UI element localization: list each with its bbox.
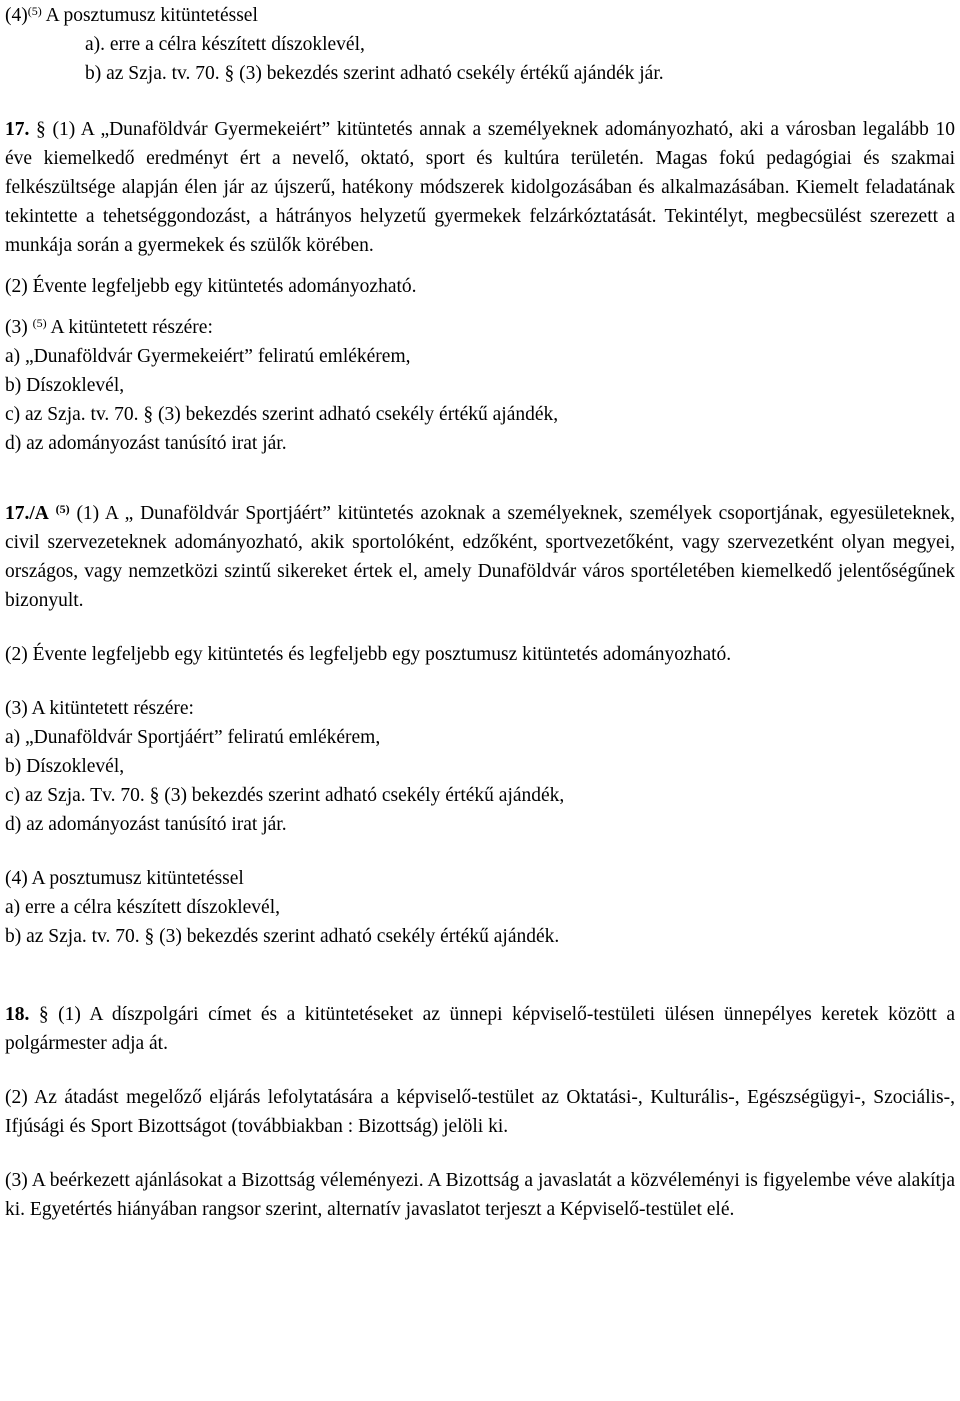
sec17a-p3-item-c: c) az Szja. Tv. 70. § (3) bekezdés szerint adható csekély értékű ajándék, (5, 785, 565, 806)
p3-label: (3) (5, 317, 28, 338)
sec17a-p3-item-d: d) az adományozást tanúsító irat jár. (5, 814, 287, 835)
footnote-ref: (5) (32, 316, 47, 330)
sec17a-p1 (5, 499, 955, 615)
p4-label: (4) (5, 5, 28, 26)
footnote-ref: (5) (55, 502, 70, 516)
section-number: 17. (5, 119, 30, 140)
section-17a (5, 499, 955, 951)
sec17a-p3-item-a: a) „Dunaföldvár Sportjáért” feliratú emlékérem, (5, 727, 381, 748)
sec17a-p4-heading: (4) A posztumusz kitüntetéssel (5, 868, 244, 889)
document-page (5, 0, 956, 1220)
sec17-p3-item-a: a) „Dunaföldvár Gyermekeiért” feliratú emlékérem, (5, 346, 411, 367)
block-a (5, 1, 955, 88)
sec17-p1-part2: Magas fokú pedagógiai és szakmai felkészültsége alapján élen jár az újszerű, hatékony módszerek kidolgozásában és alkalmazásában. Kiemelt feladatának tekintette a tehetséggondozást, a hátrányos helyzetű gyermekek felzárkóztatását. Tekintélyt, megbecsülést szerezett a munkája során a gyermekek és szülők körében. (5, 148, 956, 256)
sec17a-p1-text: (1) A „ Dunaföldvár Sportjáért” kitüntetés azoknak a személyeknek, személyek csoportjának, egyesületeknek, civil szervezeteknek adományozható, akik sportolóként, edzőként, sportvezetőként, vagy szervezetként olyan megyei, országos, vagy nemzetközi szintű sikereket értek el, amely Dunaföldvár város sportéletében kiemelkedő jelentőségűnek bizonyult. (5, 503, 956, 611)
sec18-p1-text: § (1) A díszpolgári címet és a kitüntetéseket az ünnepi képviselő-testületi ülésen ünnepélyes keretek között a polgármester adja át. (5, 1004, 956, 1054)
block-a-p4-heading (5, 1, 955, 30)
block-a-item-a: a). erre a célra készített díszoklevél, (85, 34, 365, 55)
section-number: 18. (5, 1004, 30, 1025)
section-18 (5, 1000, 955, 1224)
footnote-ref: (5) (27, 4, 42, 18)
sec17a-p4-item-a: a) erre a célra készített díszoklevél, (5, 897, 281, 918)
sec17a-p3-item-b: b) Díszoklevél, (5, 756, 125, 777)
p4-title: A posztumusz kitüntetéssel (45, 5, 258, 26)
sec18-p3: (3) A beérkezett ajánlásokat a Bizottság véleményezi. A Bizottság a javaslatát a közvéleményi is figyelembe véve alakítja ki. Egyetértés hiányában rangsor szerint, alternatív javaslatot terjeszt a Képviselő-testület elé. (5, 1170, 955, 1220)
sec17-p1 (5, 115, 955, 260)
sec17-p3-item-d: d) az adományozást tanúsító irat jár. (5, 433, 287, 454)
sec17a-p4-item-b: b) az Szja. tv. 70. § (3) bekezdés szerint adható csekély értékű ajándék. (5, 926, 560, 947)
sec17a-p3-heading: (3) A kitüntetett részére: (5, 698, 194, 719)
sec17a-p2: (2) Évente legfeljebb egy kitüntetés és legfeljebb egy posztumusz kitüntetés adományozható. (5, 644, 732, 665)
sec17-p3-item-c: c) az Szja. tv. 70. § (3) bekezdés szerint adható csekély értékű ajándék, (5, 404, 559, 425)
sec18-p1 (5, 1000, 955, 1058)
section-number: 17./A (5, 503, 49, 524)
block-a-item-b: b) az Szja. tv. 70. § (3) bekezdés szerint adható csekély értékű ajándék jár. (85, 63, 664, 84)
sec17-p1-part1: § (1) A „Dunaföldvár Gyermekeiért” kitüntetés annak a személyeknek adományozható, aki a városban legalább 10 éve kiemelkedő eredményt ért a nevelő, oktató, sport és kultúra területén. (5, 119, 956, 169)
p3-title: A kitüntetett részére: (50, 317, 213, 338)
sec17-p2: (2) Évente legfeljebb egy kitüntetés adományozható. (5, 276, 417, 297)
section-17 (5, 115, 955, 458)
sec18-p2: (2) Az átadást megelőző eljárás lefolytatására a képviselő-testület az Oktatási-, Kulturális-, Egészségügyi-, Szociális-, Ifjúsági és Sport Bizottságot (továbbiakban : Bizottság) jelöli ki. (5, 1087, 955, 1137)
sec17-p3-heading (5, 313, 955, 342)
sec17-p3-item-b: b) Díszoklevél, (5, 375, 125, 396)
